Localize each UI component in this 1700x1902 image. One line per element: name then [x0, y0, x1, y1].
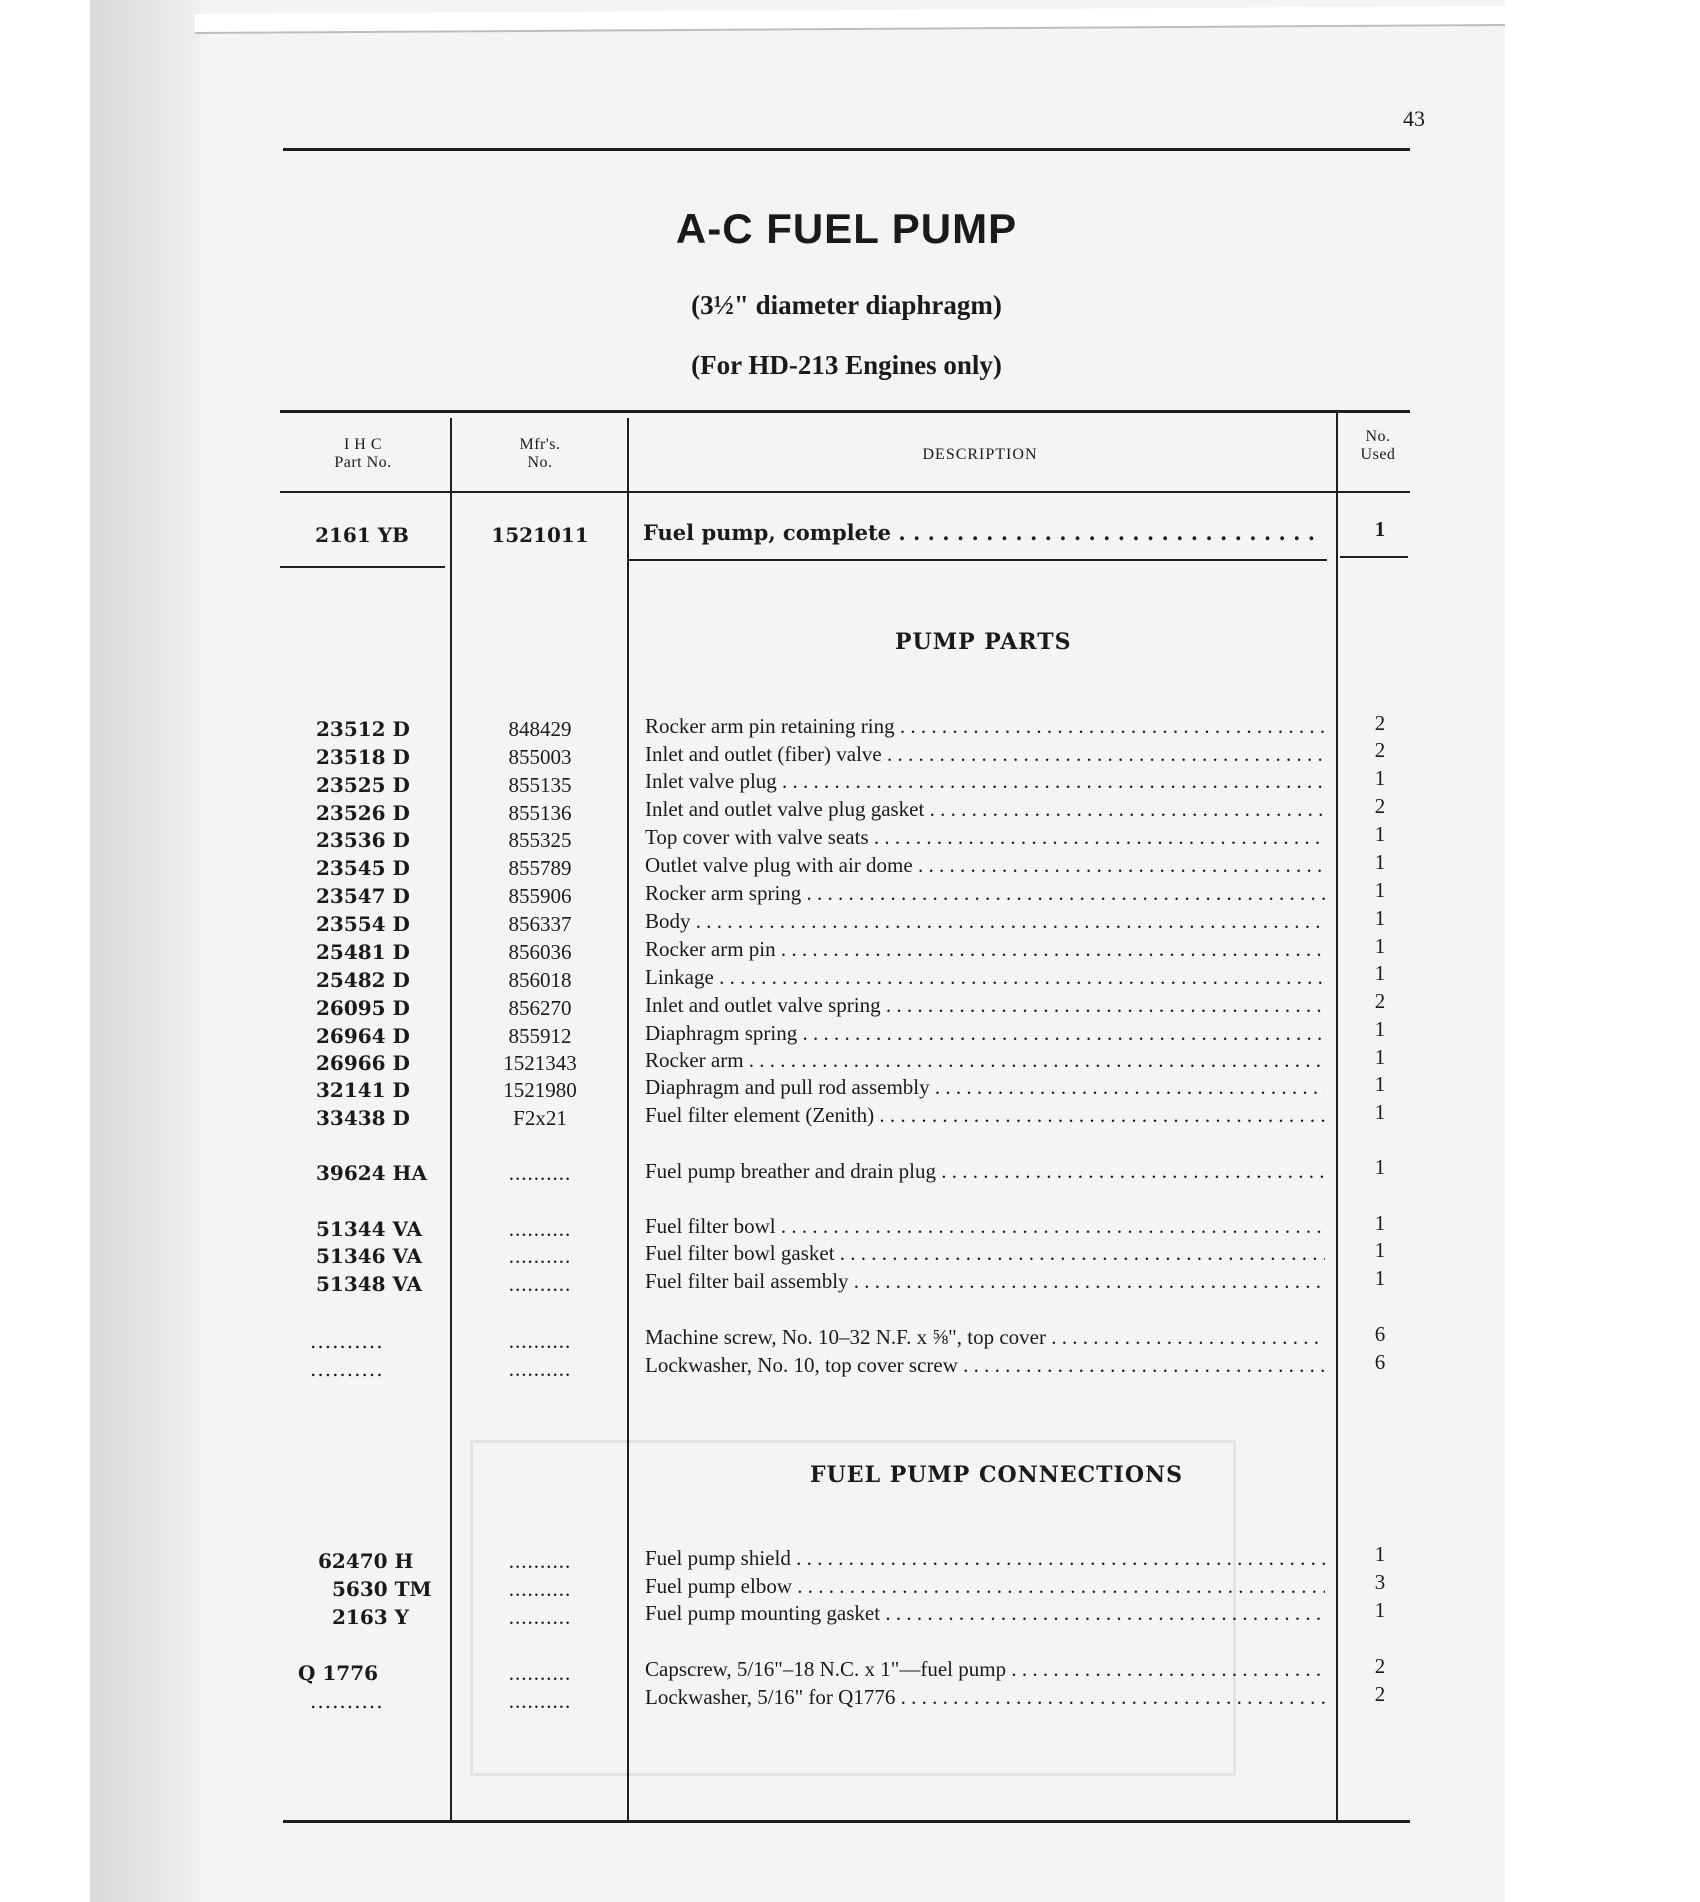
mfr-no: 856036: [508, 940, 572, 964]
quantity-used: 1: [1374, 1598, 1386, 1622]
part-no: 51344 VA: [316, 1217, 423, 1241]
header-no-used-text: No. Used: [1360, 428, 1396, 463]
description: Inlet valve plug . . .: [645, 768, 1325, 795]
description: Fuel pump shield . . .: [645, 1545, 1325, 1572]
quantity-used: 2: [1374, 711, 1386, 735]
quantity-used: 6: [1374, 1322, 1386, 1346]
complete-used: 1: [1374, 517, 1386, 541]
description: Diaphragm and pull rod assembly . . .: [645, 1074, 1325, 1101]
part-no: 23526 D: [316, 801, 410, 825]
mfr-no: 855912: [508, 1024, 572, 1048]
quantity-used: 1: [1374, 1211, 1386, 1235]
quantity-used: 1: [1374, 1017, 1386, 1041]
part-no: 26964 D: [316, 1024, 410, 1048]
part-no: 25481 D: [316, 940, 410, 964]
description: Fuel filter bowl . . .: [645, 1213, 1325, 1240]
mfr-no: 1521343: [503, 1051, 577, 1075]
description: Rocker arm . . .: [645, 1047, 1325, 1074]
part-no: 23512 D: [316, 717, 410, 741]
mfr-no: 855789: [508, 856, 572, 880]
complete-row-rule-desc: [627, 559, 1327, 561]
page-title: A-C FUEL PUMP: [675, 205, 1018, 252]
mfr-no: ..........: [508, 1244, 572, 1268]
description: Top cover with valve seats . . .: [645, 824, 1325, 851]
description: Fuel pump breather and drain plug . . .: [645, 1158, 1325, 1185]
part-no: 23525 D: [316, 773, 410, 797]
mfr-no: ..........: [508, 1549, 572, 1573]
page-number: 43: [1403, 106, 1425, 131]
mfr-no: ..........: [508, 1357, 572, 1381]
quantity-used: 1: [1374, 1100, 1386, 1124]
part-no: 51348 VA: [316, 1272, 423, 1296]
part-no: ..........: [310, 1329, 384, 1353]
column-divider-3: [1336, 410, 1338, 1822]
quantity-used: 1: [1374, 1238, 1386, 1262]
part-no: 32141 D: [316, 1078, 410, 1102]
header-no-used: [1338, 428, 1418, 464]
part-no: 25482 D: [316, 968, 410, 992]
complete-row-rule-used: [1340, 556, 1408, 558]
quantity-used: 1: [1374, 1045, 1386, 1069]
mfr-no: 1521980: [503, 1078, 577, 1102]
quantity-used: 1: [1374, 766, 1386, 790]
part-no: 23536 D: [316, 828, 410, 852]
mfr-no: 855136: [508, 801, 572, 825]
part-no: 51346 VA: [316, 1244, 423, 1268]
part-no: Q 1776: [298, 1661, 379, 1685]
table-top-rule: [280, 410, 1410, 413]
part-no: 26095 D: [316, 996, 410, 1020]
header-mfr-no: [455, 436, 625, 472]
description: Inlet and outlet valve spring . . .: [645, 992, 1325, 1019]
quantity-used: 2: [1374, 794, 1386, 818]
complete-mfr-no: 1521011: [491, 523, 589, 547]
header-part-no-text: I H C Part No.: [334, 436, 392, 471]
description: Outlet valve plug with air dome . . .: [645, 852, 1325, 879]
description: Rocker arm spring . . .: [645, 880, 1325, 907]
complete-description: Fuel pump, complete . . .: [643, 519, 1323, 546]
quantity-used: 1: [1374, 822, 1386, 846]
mfr-no: ..........: [508, 1605, 572, 1629]
part-no: 33438 D: [316, 1106, 410, 1130]
part-no: 5630 TM: [332, 1577, 432, 1601]
description: Inlet and outlet valve plug gasket . . .: [645, 796, 1325, 823]
description: Linkage . . .: [645, 964, 1325, 991]
description: Fuel filter element (Zenith) . . .: [645, 1102, 1325, 1129]
description: Fuel filter bowl gasket . . .: [645, 1240, 1325, 1267]
description: Lockwasher, 5/16" for Q1776 . . .: [645, 1684, 1325, 1711]
quantity-used: 1: [1374, 934, 1386, 958]
quantity-used: 2: [1374, 1654, 1386, 1678]
part-no: 26966 D: [316, 1051, 410, 1075]
description: Fuel pump mounting gasket . . .: [645, 1600, 1325, 1627]
mfr-no: ..........: [508, 1161, 572, 1185]
description: Rocker arm pin retaining ring . . .: [645, 713, 1325, 740]
part-no: 62470 H: [318, 1549, 414, 1573]
column-divider-2: [627, 418, 629, 1822]
part-no: 23554 D: [316, 912, 410, 936]
pump-parts-heading: PUMP PARTS: [895, 629, 1072, 655]
description: Diaphragm spring . . .: [645, 1020, 1325, 1047]
mfr-no: 855135: [508, 773, 572, 797]
mfr-no: F2x21: [513, 1106, 567, 1130]
table-bottom-rule: [283, 1820, 1410, 1823]
part-no: 23518 D: [316, 745, 410, 769]
mfr-no: 855003: [508, 745, 572, 769]
quantity-used: 2: [1374, 1682, 1386, 1706]
quantity-used: 3: [1374, 1570, 1386, 1594]
mfr-no: 855906: [508, 884, 572, 908]
part-no: 23545 D: [316, 856, 410, 880]
quantity-used: 1: [1374, 878, 1386, 902]
mfr-no: 856018: [508, 968, 572, 992]
subtitle-engines: (For HD-213 Engines only): [691, 350, 1002, 380]
description: Fuel pump elbow . . .: [645, 1573, 1325, 1600]
description: Body . . .: [645, 908, 1325, 935]
description: Fuel filter bail assembly . . .: [645, 1268, 1325, 1295]
quantity-used: 1: [1374, 1072, 1386, 1096]
mfr-no: ..........: [508, 1272, 572, 1296]
header-rule: [283, 148, 1410, 151]
quantity-used: 1: [1374, 1155, 1386, 1179]
description: Rocker arm pin . . .: [645, 936, 1325, 963]
mfr-no: 855325: [508, 828, 572, 852]
quantity-used: 6: [1374, 1350, 1386, 1374]
quantity-used: 1: [1374, 961, 1386, 985]
part-no: 2163 Y: [332, 1605, 409, 1629]
complete-part-no: 2161 YB: [315, 523, 409, 547]
header-description: DESCRIPTION: [922, 446, 1038, 463]
mfr-no: ..........: [508, 1217, 572, 1241]
part-no: 39624 HA: [316, 1161, 427, 1185]
header-mfr-no-text: Mfr's. No.: [519, 436, 561, 471]
mfr-no: 856337: [508, 912, 572, 936]
subtitle-diaphragm: (3½" diameter diaphragm): [691, 290, 1002, 320]
mfr-no: ..........: [508, 1329, 572, 1353]
paper-shadow: [90, 0, 200, 1902]
mfr-no: ..........: [508, 1661, 572, 1685]
mfr-no: ..........: [508, 1689, 572, 1713]
quantity-used: 2: [1374, 738, 1386, 762]
complete-row-rule-part: [280, 566, 445, 568]
mfr-no: ..........: [508, 1577, 572, 1601]
part-no: ..........: [310, 1357, 384, 1381]
quantity-used: 1: [1374, 850, 1386, 874]
mfr-no: 848429: [508, 717, 572, 741]
description: Lockwasher, No. 10, top cover screw . . .: [645, 1352, 1325, 1379]
description: Inlet and outlet (fiber) valve . . .: [645, 741, 1325, 768]
mfr-no: 856270: [508, 996, 572, 1020]
quantity-used: 1: [1374, 1266, 1386, 1290]
quantity-used: 1: [1374, 1542, 1386, 1566]
quantity-used: 1: [1374, 906, 1386, 930]
part-no: 23547 D: [316, 884, 410, 908]
description: Machine screw, No. 10–32 N.F. x ⅝", top cover . . .: [645, 1324, 1325, 1351]
part-no: ..........: [310, 1689, 384, 1713]
quantity-used: 2: [1374, 989, 1386, 1013]
fuel-pump-connections-heading: FUEL PUMP CONNECTIONS: [810, 1462, 1183, 1488]
header-part-no: [283, 436, 443, 472]
description: Capscrew, 5/16"–18 N.C. x 1"—fuel pump . . .: [645, 1656, 1325, 1683]
